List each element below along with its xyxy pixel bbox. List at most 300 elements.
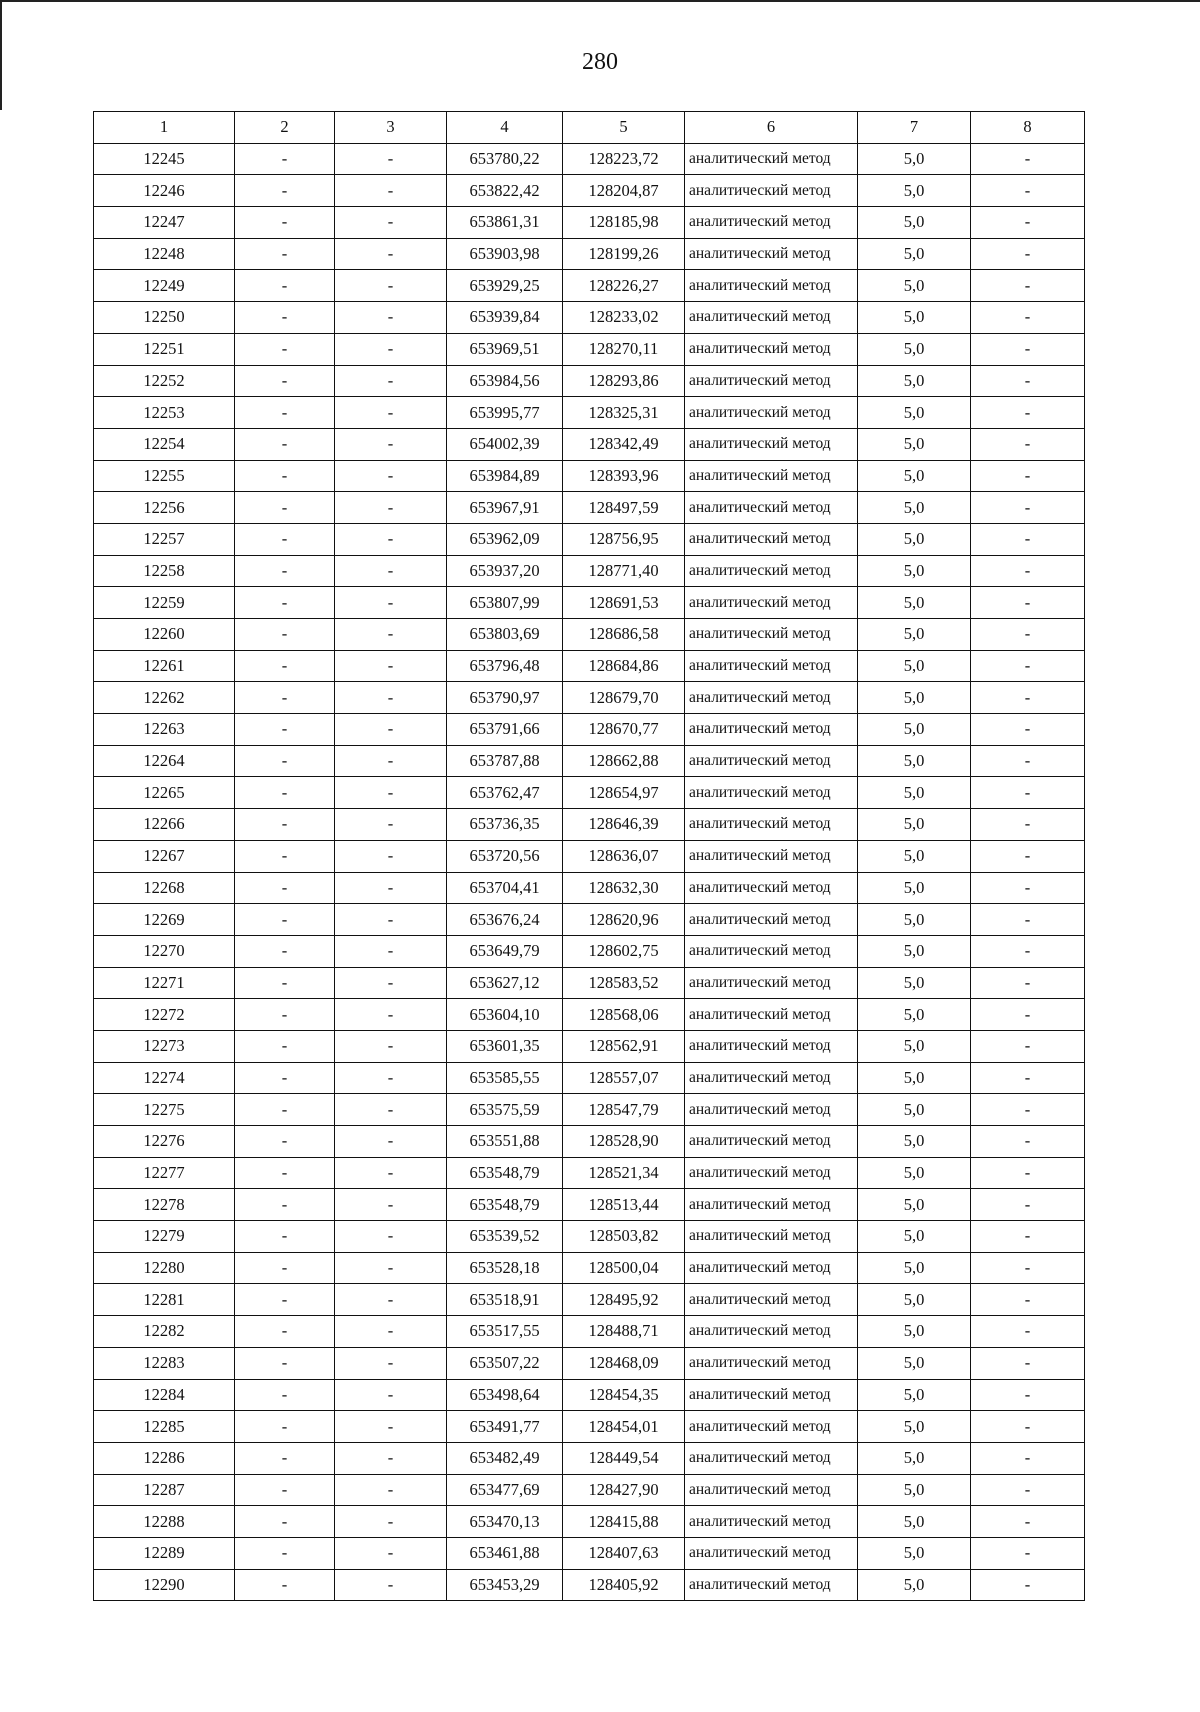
- col8-cell: -: [971, 1126, 1085, 1158]
- x-coordinate-cell: 653585,55: [447, 1062, 563, 1094]
- method-cell: аналитический метод: [685, 1537, 858, 1569]
- accuracy-cell: 5,0: [858, 1157, 971, 1189]
- method-cell: аналитический метод: [685, 143, 858, 175]
- y-coordinate-cell: 128500,04: [563, 1252, 685, 1284]
- method-cell: аналитический метод: [685, 1126, 858, 1158]
- col8-cell: -: [971, 365, 1085, 397]
- point-number-cell: 12275: [94, 1094, 235, 1126]
- accuracy-cell: 5,0: [858, 935, 971, 967]
- y-coordinate-cell: 128636,07: [563, 840, 685, 872]
- x-coordinate-cell: 653517,55: [447, 1316, 563, 1348]
- col2-cell: -: [235, 904, 335, 936]
- col8-cell: -: [971, 1316, 1085, 1348]
- point-number-cell: 12270: [94, 935, 235, 967]
- col3-cell: -: [335, 809, 447, 841]
- y-coordinate-cell: 128662,88: [563, 745, 685, 777]
- method-cell: аналитический метод: [685, 270, 858, 302]
- method-cell: аналитический метод: [685, 1569, 858, 1601]
- col2-cell: -: [235, 1221, 335, 1253]
- table-row: [94, 1221, 1085, 1253]
- column-header: 1: [94, 112, 235, 144]
- col8-cell: -: [971, 904, 1085, 936]
- x-coordinate-cell: 653969,51: [447, 333, 563, 365]
- method-cell: аналитический метод: [685, 1284, 858, 1316]
- table-row: [94, 1537, 1085, 1569]
- x-coordinate-cell: 653627,12: [447, 967, 563, 999]
- accuracy-cell: 5,0: [858, 428, 971, 460]
- col2-cell: -: [235, 777, 335, 809]
- table-row: [94, 1189, 1085, 1221]
- col2-cell: -: [235, 619, 335, 651]
- col3-cell: -: [335, 777, 447, 809]
- col8-cell: -: [971, 840, 1085, 872]
- col2-cell: -: [235, 1284, 335, 1316]
- method-cell: аналитический метод: [685, 1221, 858, 1253]
- point-number-cell: 12274: [94, 1062, 235, 1094]
- col2-cell: -: [235, 872, 335, 904]
- col2-cell: -: [235, 1030, 335, 1062]
- x-coordinate-cell: 653937,20: [447, 555, 563, 587]
- point-number-cell: 12284: [94, 1379, 235, 1411]
- column-header: 3: [335, 112, 447, 144]
- col3-cell: -: [335, 1347, 447, 1379]
- col8-cell: -: [971, 587, 1085, 619]
- method-cell: аналитический метод: [685, 904, 858, 936]
- method-cell: аналитический метод: [685, 1474, 858, 1506]
- accuracy-cell: 5,0: [858, 872, 971, 904]
- table-row: [94, 745, 1085, 777]
- col3-cell: -: [335, 333, 447, 365]
- x-coordinate-cell: 653453,29: [447, 1569, 563, 1601]
- method-cell: аналитический метод: [685, 365, 858, 397]
- accuracy-cell: 5,0: [858, 587, 971, 619]
- method-cell: аналитический метод: [685, 1189, 858, 1221]
- accuracy-cell: 5,0: [858, 840, 971, 872]
- accuracy-cell: 5,0: [858, 777, 971, 809]
- accuracy-cell: 5,0: [858, 714, 971, 746]
- col3-cell: -: [335, 1379, 447, 1411]
- col8-cell: -: [971, 872, 1085, 904]
- col8-cell: -: [971, 619, 1085, 651]
- table-row: [94, 1030, 1085, 1062]
- accuracy-cell: 5,0: [858, 270, 971, 302]
- x-coordinate-cell: 653967,91: [447, 492, 563, 524]
- point-number-cell: 12251: [94, 333, 235, 365]
- method-cell: аналитический метод: [685, 935, 858, 967]
- x-coordinate-cell: 653470,13: [447, 1506, 563, 1538]
- point-number-cell: 12245: [94, 143, 235, 175]
- method-cell: аналитический метод: [685, 619, 858, 651]
- method-cell: аналитический метод: [685, 1347, 858, 1379]
- accuracy-cell: 5,0: [858, 1537, 971, 1569]
- accuracy-cell: 5,0: [858, 397, 971, 429]
- table-row: [94, 1316, 1085, 1348]
- accuracy-cell: 5,0: [858, 365, 971, 397]
- col8-cell: -: [971, 555, 1085, 587]
- y-coordinate-cell: 128468,09: [563, 1347, 685, 1379]
- col3-cell: -: [335, 1030, 447, 1062]
- table-row: [94, 682, 1085, 714]
- x-coordinate-cell: 653736,35: [447, 809, 563, 841]
- point-number-cell: 12266: [94, 809, 235, 841]
- method-cell: аналитический метод: [685, 1506, 858, 1538]
- point-number-cell: 12256: [94, 492, 235, 524]
- method-cell: аналитический метод: [685, 745, 858, 777]
- x-coordinate-cell: 653787,88: [447, 745, 563, 777]
- col3-cell: -: [335, 904, 447, 936]
- x-coordinate-cell: 653903,98: [447, 238, 563, 270]
- y-coordinate-cell: 128226,27: [563, 270, 685, 302]
- table-row: [94, 999, 1085, 1031]
- x-coordinate-cell: 653791,66: [447, 714, 563, 746]
- col8-cell: -: [971, 1221, 1085, 1253]
- col8-cell: -: [971, 428, 1085, 460]
- accuracy-cell: 5,0: [858, 523, 971, 555]
- table-row: [94, 1252, 1085, 1284]
- col3-cell: -: [335, 1252, 447, 1284]
- col8-cell: -: [971, 523, 1085, 555]
- table-row: [94, 428, 1085, 460]
- col8-cell: -: [971, 999, 1085, 1031]
- x-coordinate-cell: 653539,52: [447, 1221, 563, 1253]
- y-coordinate-cell: 128632,30: [563, 872, 685, 904]
- accuracy-cell: 5,0: [858, 745, 971, 777]
- table-row: [94, 1442, 1085, 1474]
- col3-cell: -: [335, 1411, 447, 1443]
- point-number-cell: 12262: [94, 682, 235, 714]
- x-coordinate-cell: 653551,88: [447, 1126, 563, 1158]
- table-row: [94, 1379, 1085, 1411]
- x-coordinate-cell: 653929,25: [447, 270, 563, 302]
- col8-cell: -: [971, 1284, 1085, 1316]
- y-coordinate-cell: 128654,97: [563, 777, 685, 809]
- col8-cell: -: [971, 175, 1085, 207]
- col2-cell: -: [235, 270, 335, 302]
- y-coordinate-cell: 128199,26: [563, 238, 685, 270]
- table-row: [94, 650, 1085, 682]
- point-number-cell: 12254: [94, 428, 235, 460]
- point-number-cell: 12247: [94, 207, 235, 239]
- table-row: [94, 207, 1085, 239]
- point-number-cell: 12261: [94, 650, 235, 682]
- accuracy-cell: 5,0: [858, 1442, 971, 1474]
- col3-cell: -: [335, 555, 447, 587]
- accuracy-cell: 5,0: [858, 1094, 971, 1126]
- y-coordinate-cell: 128684,86: [563, 650, 685, 682]
- y-coordinate-cell: 128503,82: [563, 1221, 685, 1253]
- col2-cell: -: [235, 1316, 335, 1348]
- y-coordinate-cell: 128342,49: [563, 428, 685, 460]
- col8-cell: -: [971, 207, 1085, 239]
- x-coordinate-cell: 653482,49: [447, 1442, 563, 1474]
- point-number-cell: 12264: [94, 745, 235, 777]
- col3-cell: -: [335, 1062, 447, 1094]
- col2-cell: -: [235, 1569, 335, 1601]
- accuracy-cell: 5,0: [858, 1316, 971, 1348]
- table-row: [94, 1157, 1085, 1189]
- table-row: [94, 270, 1085, 302]
- col3-cell: -: [335, 207, 447, 239]
- accuracy-cell: 5,0: [858, 492, 971, 524]
- col3-cell: -: [335, 999, 447, 1031]
- col3-cell: -: [335, 1569, 447, 1601]
- accuracy-cell: 5,0: [858, 207, 971, 239]
- method-cell: аналитический метод: [685, 492, 858, 524]
- point-number-cell: 12265: [94, 777, 235, 809]
- col2-cell: -: [235, 714, 335, 746]
- x-coordinate-cell: 653548,79: [447, 1157, 563, 1189]
- y-coordinate-cell: 128620,96: [563, 904, 685, 936]
- col2-cell: -: [235, 333, 335, 365]
- table-row: [94, 1126, 1085, 1158]
- x-coordinate-cell: 653676,24: [447, 904, 563, 936]
- table-row: [94, 619, 1085, 651]
- table-row: [94, 492, 1085, 524]
- y-coordinate-cell: 128488,71: [563, 1316, 685, 1348]
- x-coordinate-cell: 654002,39: [447, 428, 563, 460]
- y-coordinate-cell: 128562,91: [563, 1030, 685, 1062]
- point-number-cell: 12277: [94, 1157, 235, 1189]
- x-coordinate-cell: 653984,56: [447, 365, 563, 397]
- accuracy-cell: 5,0: [858, 1284, 971, 1316]
- method-cell: аналитический метод: [685, 872, 858, 904]
- y-coordinate-cell: 128679,70: [563, 682, 685, 714]
- table-row: [94, 872, 1085, 904]
- col3-cell: -: [335, 1157, 447, 1189]
- point-number-cell: 12289: [94, 1537, 235, 1569]
- col8-cell: -: [971, 1062, 1085, 1094]
- col3-cell: -: [335, 460, 447, 492]
- y-coordinate-cell: 128233,02: [563, 302, 685, 334]
- col3-cell: -: [335, 935, 447, 967]
- col8-cell: -: [971, 1537, 1085, 1569]
- method-cell: аналитический метод: [685, 302, 858, 334]
- method-cell: аналитический метод: [685, 777, 858, 809]
- y-coordinate-cell: 128325,31: [563, 397, 685, 429]
- accuracy-cell: 5,0: [858, 333, 971, 365]
- table-row: [94, 840, 1085, 872]
- col8-cell: -: [971, 492, 1085, 524]
- col8-cell: -: [971, 650, 1085, 682]
- coordinates-table: [93, 111, 1085, 1601]
- method-cell: аналитический метод: [685, 650, 858, 682]
- col2-cell: -: [235, 650, 335, 682]
- y-coordinate-cell: 128557,07: [563, 1062, 685, 1094]
- method-cell: аналитический метод: [685, 1252, 858, 1284]
- col3-cell: -: [335, 967, 447, 999]
- col3-cell: -: [335, 872, 447, 904]
- col8-cell: -: [971, 1379, 1085, 1411]
- col3-cell: -: [335, 1189, 447, 1221]
- x-coordinate-cell: 653461,88: [447, 1537, 563, 1569]
- point-number-cell: 12286: [94, 1442, 235, 1474]
- point-number-cell: 12246: [94, 175, 235, 207]
- col2-cell: -: [235, 1062, 335, 1094]
- col3-cell: -: [335, 1506, 447, 1538]
- table-row: [94, 460, 1085, 492]
- col8-cell: -: [971, 1506, 1085, 1538]
- method-cell: аналитический метод: [685, 1316, 858, 1348]
- point-number-cell: 12258: [94, 555, 235, 587]
- col8-cell: -: [971, 270, 1085, 302]
- col8-cell: -: [971, 238, 1085, 270]
- x-coordinate-cell: 653803,69: [447, 619, 563, 651]
- col3-cell: -: [335, 143, 447, 175]
- col2-cell: -: [235, 175, 335, 207]
- accuracy-cell: 5,0: [858, 302, 971, 334]
- y-coordinate-cell: 128528,90: [563, 1126, 685, 1158]
- x-coordinate-cell: 653939,84: [447, 302, 563, 334]
- y-coordinate-cell: 128547,79: [563, 1094, 685, 1126]
- table-row: [94, 1569, 1085, 1601]
- point-number-cell: 12263: [94, 714, 235, 746]
- point-number-cell: 12248: [94, 238, 235, 270]
- x-coordinate-cell: 653601,35: [447, 1030, 563, 1062]
- x-coordinate-cell: 653507,22: [447, 1347, 563, 1379]
- point-number-cell: 12273: [94, 1030, 235, 1062]
- table-row: [94, 365, 1085, 397]
- y-coordinate-cell: 128454,35: [563, 1379, 685, 1411]
- col2-cell: -: [235, 207, 335, 239]
- x-coordinate-cell: 653790,97: [447, 682, 563, 714]
- method-cell: аналитический метод: [685, 175, 858, 207]
- col8-cell: -: [971, 1094, 1085, 1126]
- col2-cell: -: [235, 397, 335, 429]
- y-coordinate-cell: 128568,06: [563, 999, 685, 1031]
- accuracy-cell: 5,0: [858, 555, 971, 587]
- y-coordinate-cell: 128407,63: [563, 1537, 685, 1569]
- col3-cell: -: [335, 840, 447, 872]
- col2-cell: -: [235, 1442, 335, 1474]
- table-row: [94, 904, 1085, 936]
- col2-cell: -: [235, 460, 335, 492]
- col3-cell: -: [335, 428, 447, 460]
- x-coordinate-cell: 653649,79: [447, 935, 563, 967]
- x-coordinate-cell: 653477,69: [447, 1474, 563, 1506]
- column-header: 2: [235, 112, 335, 144]
- y-coordinate-cell: 128449,54: [563, 1442, 685, 1474]
- method-cell: аналитический метод: [685, 809, 858, 841]
- col8-cell: -: [971, 143, 1085, 175]
- col2-cell: -: [235, 1537, 335, 1569]
- table-row: [94, 1411, 1085, 1443]
- col8-cell: -: [971, 1252, 1085, 1284]
- point-number-cell: 12283: [94, 1347, 235, 1379]
- table-row: [94, 809, 1085, 841]
- col8-cell: -: [971, 1569, 1085, 1601]
- col2-cell: -: [235, 587, 335, 619]
- col8-cell: -: [971, 1347, 1085, 1379]
- col8-cell: -: [971, 935, 1085, 967]
- x-coordinate-cell: 653528,18: [447, 1252, 563, 1284]
- col8-cell: -: [971, 777, 1085, 809]
- col8-cell: -: [971, 397, 1085, 429]
- table-row: [94, 555, 1085, 587]
- method-cell: аналитический метод: [685, 238, 858, 270]
- accuracy-cell: 5,0: [858, 967, 971, 999]
- table-row: [94, 333, 1085, 365]
- accuracy-cell: 5,0: [858, 175, 971, 207]
- point-number-cell: 12280: [94, 1252, 235, 1284]
- col2-cell: -: [235, 1126, 335, 1158]
- point-number-cell: 12259: [94, 587, 235, 619]
- col3-cell: -: [335, 238, 447, 270]
- accuracy-cell: 5,0: [858, 460, 971, 492]
- table-header-row: [94, 112, 1085, 144]
- y-coordinate-cell: 128691,53: [563, 587, 685, 619]
- point-number-cell: 12272: [94, 999, 235, 1031]
- col8-cell: -: [971, 714, 1085, 746]
- point-number-cell: 12255: [94, 460, 235, 492]
- col3-cell: -: [335, 365, 447, 397]
- col2-cell: -: [235, 1252, 335, 1284]
- point-number-cell: 12285: [94, 1411, 235, 1443]
- accuracy-cell: 5,0: [858, 1062, 971, 1094]
- table-body: [94, 143, 1085, 1601]
- x-coordinate-cell: 653575,59: [447, 1094, 563, 1126]
- method-cell: аналитический метод: [685, 587, 858, 619]
- col8-cell: -: [971, 1474, 1085, 1506]
- col8-cell: -: [971, 682, 1085, 714]
- accuracy-cell: 5,0: [858, 1252, 971, 1284]
- accuracy-cell: 5,0: [858, 1189, 971, 1221]
- point-number-cell: 12288: [94, 1506, 235, 1538]
- col3-cell: -: [335, 1284, 447, 1316]
- method-cell: аналитический метод: [685, 840, 858, 872]
- point-number-cell: 12279: [94, 1221, 235, 1253]
- table-row: [94, 175, 1085, 207]
- method-cell: аналитический метод: [685, 333, 858, 365]
- column-header: 5: [563, 112, 685, 144]
- method-cell: аналитический метод: [685, 714, 858, 746]
- col2-cell: -: [235, 365, 335, 397]
- accuracy-cell: 5,0: [858, 650, 971, 682]
- x-coordinate-cell: 653518,91: [447, 1284, 563, 1316]
- y-coordinate-cell: 128513,44: [563, 1189, 685, 1221]
- method-cell: аналитический метод: [685, 1411, 858, 1443]
- col2-cell: -: [235, 1474, 335, 1506]
- col8-cell: -: [971, 1157, 1085, 1189]
- col2-cell: -: [235, 1157, 335, 1189]
- col2-cell: -: [235, 840, 335, 872]
- table-row: [94, 587, 1085, 619]
- point-number-cell: 12278: [94, 1189, 235, 1221]
- col3-cell: -: [335, 714, 447, 746]
- col3-cell: -: [335, 1474, 447, 1506]
- x-coordinate-cell: 653822,42: [447, 175, 563, 207]
- table-row: [94, 1347, 1085, 1379]
- col8-cell: -: [971, 333, 1085, 365]
- y-coordinate-cell: 128405,92: [563, 1569, 685, 1601]
- point-number-cell: 12276: [94, 1126, 235, 1158]
- accuracy-cell: 5,0: [858, 1126, 971, 1158]
- x-coordinate-cell: 653704,41: [447, 872, 563, 904]
- table-row: [94, 238, 1085, 270]
- x-coordinate-cell: 653762,47: [447, 777, 563, 809]
- col3-cell: -: [335, 492, 447, 524]
- column-header: 6: [685, 112, 858, 144]
- method-cell: аналитический метод: [685, 397, 858, 429]
- col8-cell: -: [971, 1411, 1085, 1443]
- accuracy-cell: 5,0: [858, 682, 971, 714]
- col3-cell: -: [335, 302, 447, 334]
- point-number-cell: 12271: [94, 967, 235, 999]
- x-coordinate-cell: 653962,09: [447, 523, 563, 555]
- x-coordinate-cell: 653780,22: [447, 143, 563, 175]
- column-header: 8: [971, 112, 1085, 144]
- y-coordinate-cell: 128670,77: [563, 714, 685, 746]
- col2-cell: -: [235, 492, 335, 524]
